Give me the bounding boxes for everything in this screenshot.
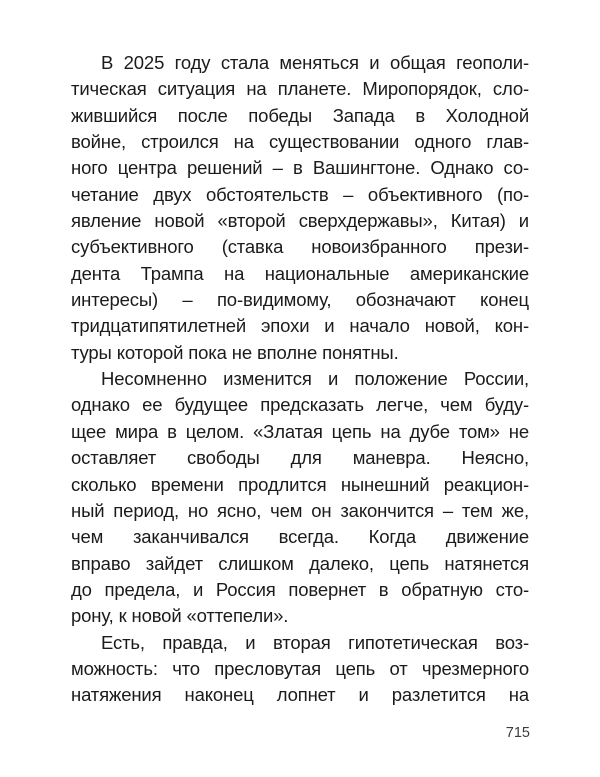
text-line: щее мира в целом. «Златая цепь на дубе том» не [71,420,529,442]
text-line: рону, к новой «оттепели». [71,605,289,627]
text-line: вправо зайдет слишком далеко, цепь натянется [71,552,529,574]
text-line: натяжения наконец лопнет и разлетится на [71,684,529,706]
text-line: интересы) – по-видимому, обозначают конец [71,289,529,311]
text-line: до предела, и Россия повернет в обратную сто- [71,578,529,600]
text-line: дента Трампа на национальные американские [71,262,529,284]
text-line: сколько времени продлится нынешний реакцион- [71,473,529,495]
page-text [71,50,529,709]
text-line: тридцатипятилетней эпохи и начало новой, кон- [71,315,529,337]
text-line: четание двух обстоятельств – объективного (по- [71,183,529,205]
text-line: войне, строился на существовании одного глав- [71,131,529,153]
text-line: тическая ситуация на планете. Миропорядок, сло- [71,78,529,100]
text-line: ного центра решений – в Вашингтоне. Однако со- [71,157,529,179]
page-number: 715 [505,725,530,741]
text-line: туры которой пока не вполне понятны. [71,341,399,363]
text-line: жившийся после победы Запада в Холодной [71,104,529,126]
text-line: можность: что пресловутая цепь от чрезмерного [71,657,529,679]
text-line: чем заканчивался всегда. Когда движение [71,526,529,548]
text-line: Несомненно изменится и положение России, [101,368,529,390]
text-line: Есть, правда, и вторая гипотетическая воз- [101,631,529,653]
text-line: ный период, но ясно, чем он закончится – тем же, [71,499,529,521]
text-line: субъективного (ставка новоизбранного прези- [71,236,529,258]
text-line: В 2025 году стала меняться и общая геополи- [101,52,529,73]
text-line: явление новой «второй сверхдержавы», Китая) и [71,210,529,232]
text-line: оставляет свободы для маневра. Неясно, [71,447,529,469]
text-line: однако ее будущее предсказать легче, чем буду- [71,394,529,416]
